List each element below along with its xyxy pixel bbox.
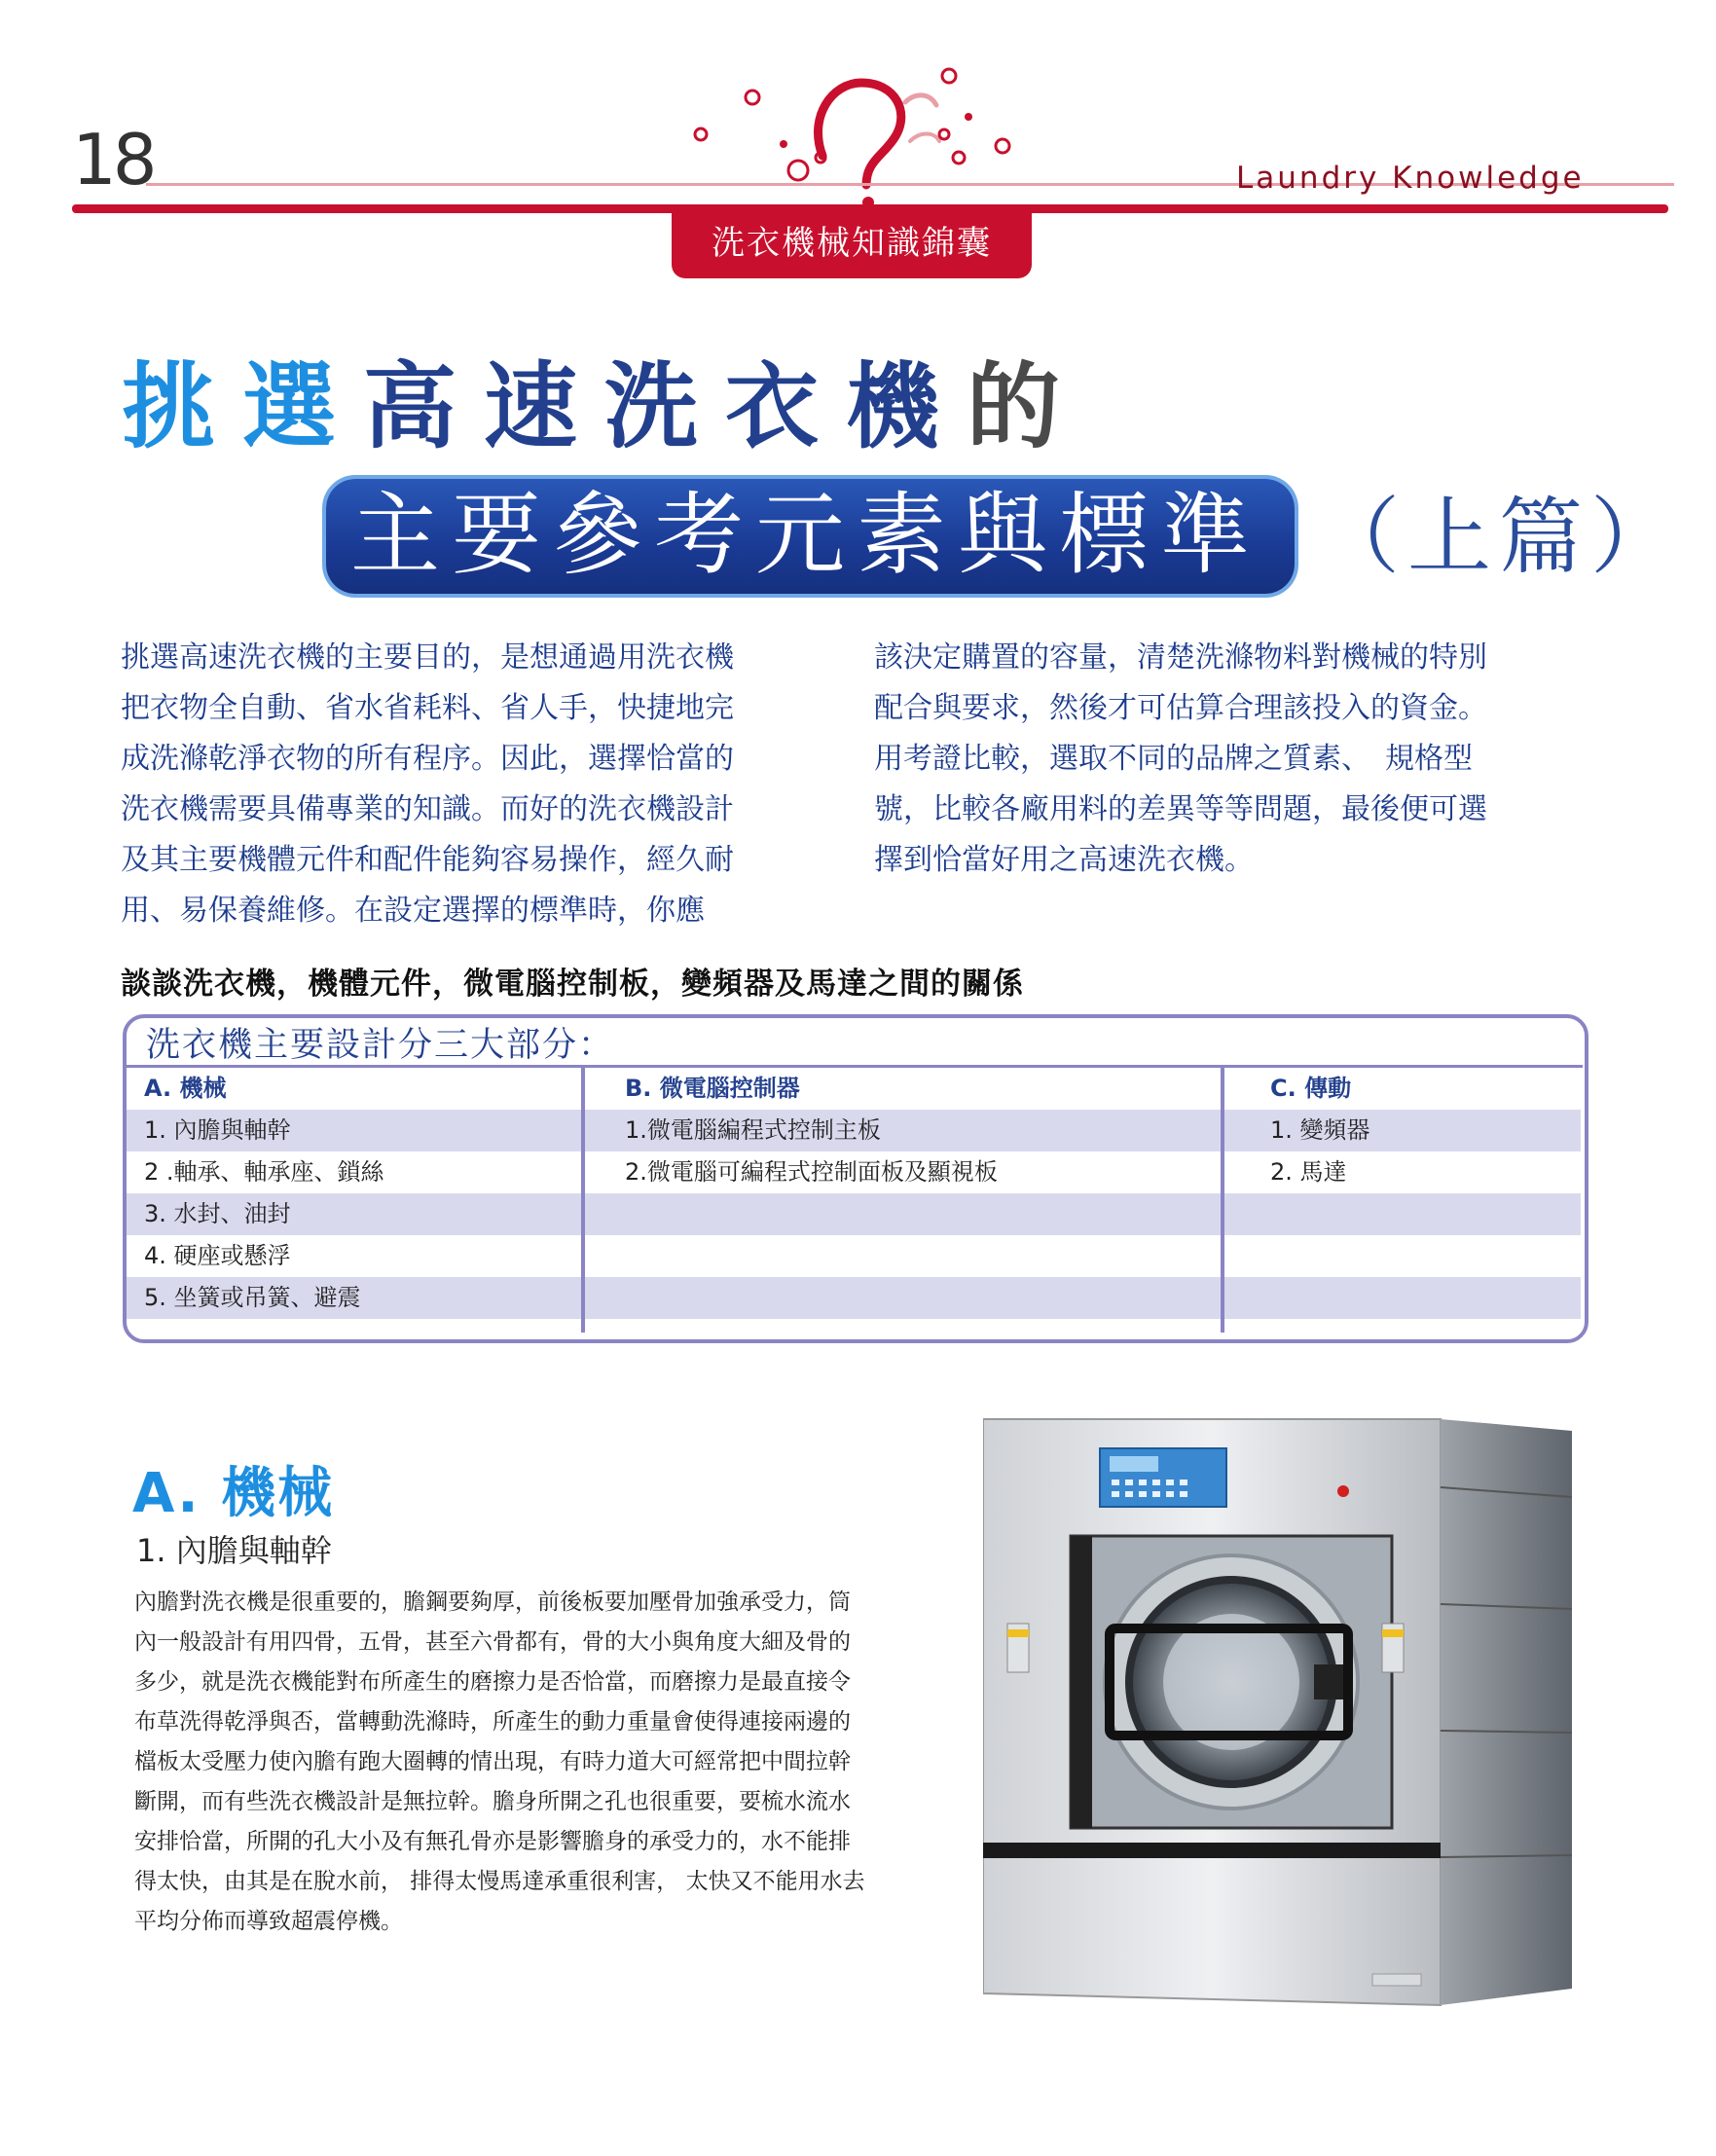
table-cell: 1.微電腦編程式控制主板: [625, 1116, 881, 1144]
title-part-machine: 高速洗衣機: [363, 352, 967, 461]
body-line: 平均分佈而導致超震停機。: [134, 1909, 403, 1934]
section-heading: A. 機械: [132, 1462, 335, 1525]
intro-line: 配合與要求，然後才可估算合理該投入的資金。: [874, 691, 1487, 725]
intro-line: 用、易保養維修。在設定選擇的標準時，你應: [121, 894, 705, 928]
body-line: 安排恰當，所開的孔大小及有無孔骨亦是影響膽身的承受力的，水不能排: [134, 1829, 851, 1854]
table-cell: 2. 馬達: [1270, 1158, 1347, 1186]
column-header-transmission: C. 傳動: [1270, 1075, 1352, 1102]
body-line: 多少，就是洗衣機能對布所產生的磨擦力是否恰當，而磨擦力是最直接令: [134, 1669, 851, 1695]
body-line: 布草洗得乾淨與否，當轉動洗滌時，所產生的動力重量會使得連接兩邊的: [134, 1709, 851, 1735]
table-cell: 2.微電腦可編程式控制面板及顯視板: [625, 1158, 998, 1186]
table-cell: 3. 水封、油封: [144, 1200, 291, 1227]
body-line: 得太快，由其是在脫水前， 排得太慢馬達承重很利害， 太快又不能用水去: [134, 1869, 865, 1894]
table-cell: 1. 變頻器: [1270, 1116, 1370, 1144]
intro-line: 該決定購置的容量，清楚洗滌物料對機械的特別: [874, 640, 1487, 675]
section-tag: 洗衣機械知識錦囊: [672, 212, 1032, 278]
column-divider: [1221, 1068, 1224, 1333]
table-cell: 1. 內膽與軸幹: [144, 1116, 291, 1144]
table-cell: 5. 坐簧或吊簧、避震: [144, 1284, 361, 1311]
page-title-line2: 主要參考元素與標準: [350, 483, 1262, 587]
body-line: 斷開，而有些洗衣機設計是無拉幹。膽身所開之孔也很重要，要梳水流水: [134, 1789, 851, 1814]
intro-line: 用考證比較，選取不同的品牌之質素、 規格型: [874, 742, 1473, 776]
intro-line: 挑選高速洗衣機的主要目的，是想通過用洗衣機: [121, 640, 734, 675]
page-number: 18: [72, 119, 154, 201]
section-body: [134, 1583, 962, 1942]
table-cell: 2 .軸承、軸承座、鎖絲: [144, 1158, 384, 1186]
column-header-controller: B. 微電腦控制器: [625, 1075, 800, 1102]
intro-left-column: [121, 633, 826, 936]
question-mark-bubbles-icon: [662, 49, 1071, 214]
page-title-line1: [122, 352, 1087, 461]
sub-heading: 1. 內膽與軸幹: [136, 1532, 332, 1569]
table-caption: 洗衣機主要設計分三大部分：: [146, 1026, 615, 1065]
title-part-of: 的: [967, 352, 1087, 461]
intro-line: 洗衣機需要具備專業的知識。而好的洗衣機設計: [121, 792, 734, 826]
intro-line: 及其主要機體元件和配件能夠容易操作，經久耐: [121, 843, 734, 877]
header-brand: Laundry Knowledge: [1236, 161, 1585, 196]
washing-machine-image: [983, 1409, 1587, 2013]
table-row: [127, 1235, 1581, 1277]
body-line: 檔板太受壓力使內膽有跑大圈轉的情出現，有時力道大可經常把中間拉幹: [134, 1749, 851, 1774]
table-cell: 4. 硬座或懸浮: [144, 1242, 291, 1269]
intro-line: 成洗滌乾淨衣物的所有程序。因此，選擇恰當的: [121, 742, 734, 776]
table-row: [127, 1193, 1581, 1235]
body-line: 內膽對洗衣機是很重要的，膽鋼要夠厚，前後板要加壓骨加強承受力，筒: [134, 1590, 851, 1615]
title-part-select: 挑選: [122, 352, 363, 461]
body-line: 內一般設計有用四骨，五骨，甚至六骨都有，骨的大小與角度大細及骨的: [134, 1629, 851, 1655]
intro-line: 擇到恰當好用之高速洗衣機。: [874, 843, 1254, 877]
page-title-suffix: （上篇）: [1316, 489, 1682, 586]
column-divider: [581, 1068, 585, 1333]
relation-heading: 談談洗衣機，機體元件，微電腦控制板，變頻器及馬達之間的關係: [121, 967, 1024, 1002]
intro-line: 號，比較各廠用料的差異等等問題，最後便可選: [874, 792, 1487, 826]
table-row: [127, 1068, 1581, 1110]
intro-line: 把衣物全自動、省水省耗料、省人手，快捷地完: [121, 691, 734, 725]
intro-right-column: [874, 633, 1594, 886]
column-header-mechanical: A. 機械: [144, 1075, 227, 1102]
